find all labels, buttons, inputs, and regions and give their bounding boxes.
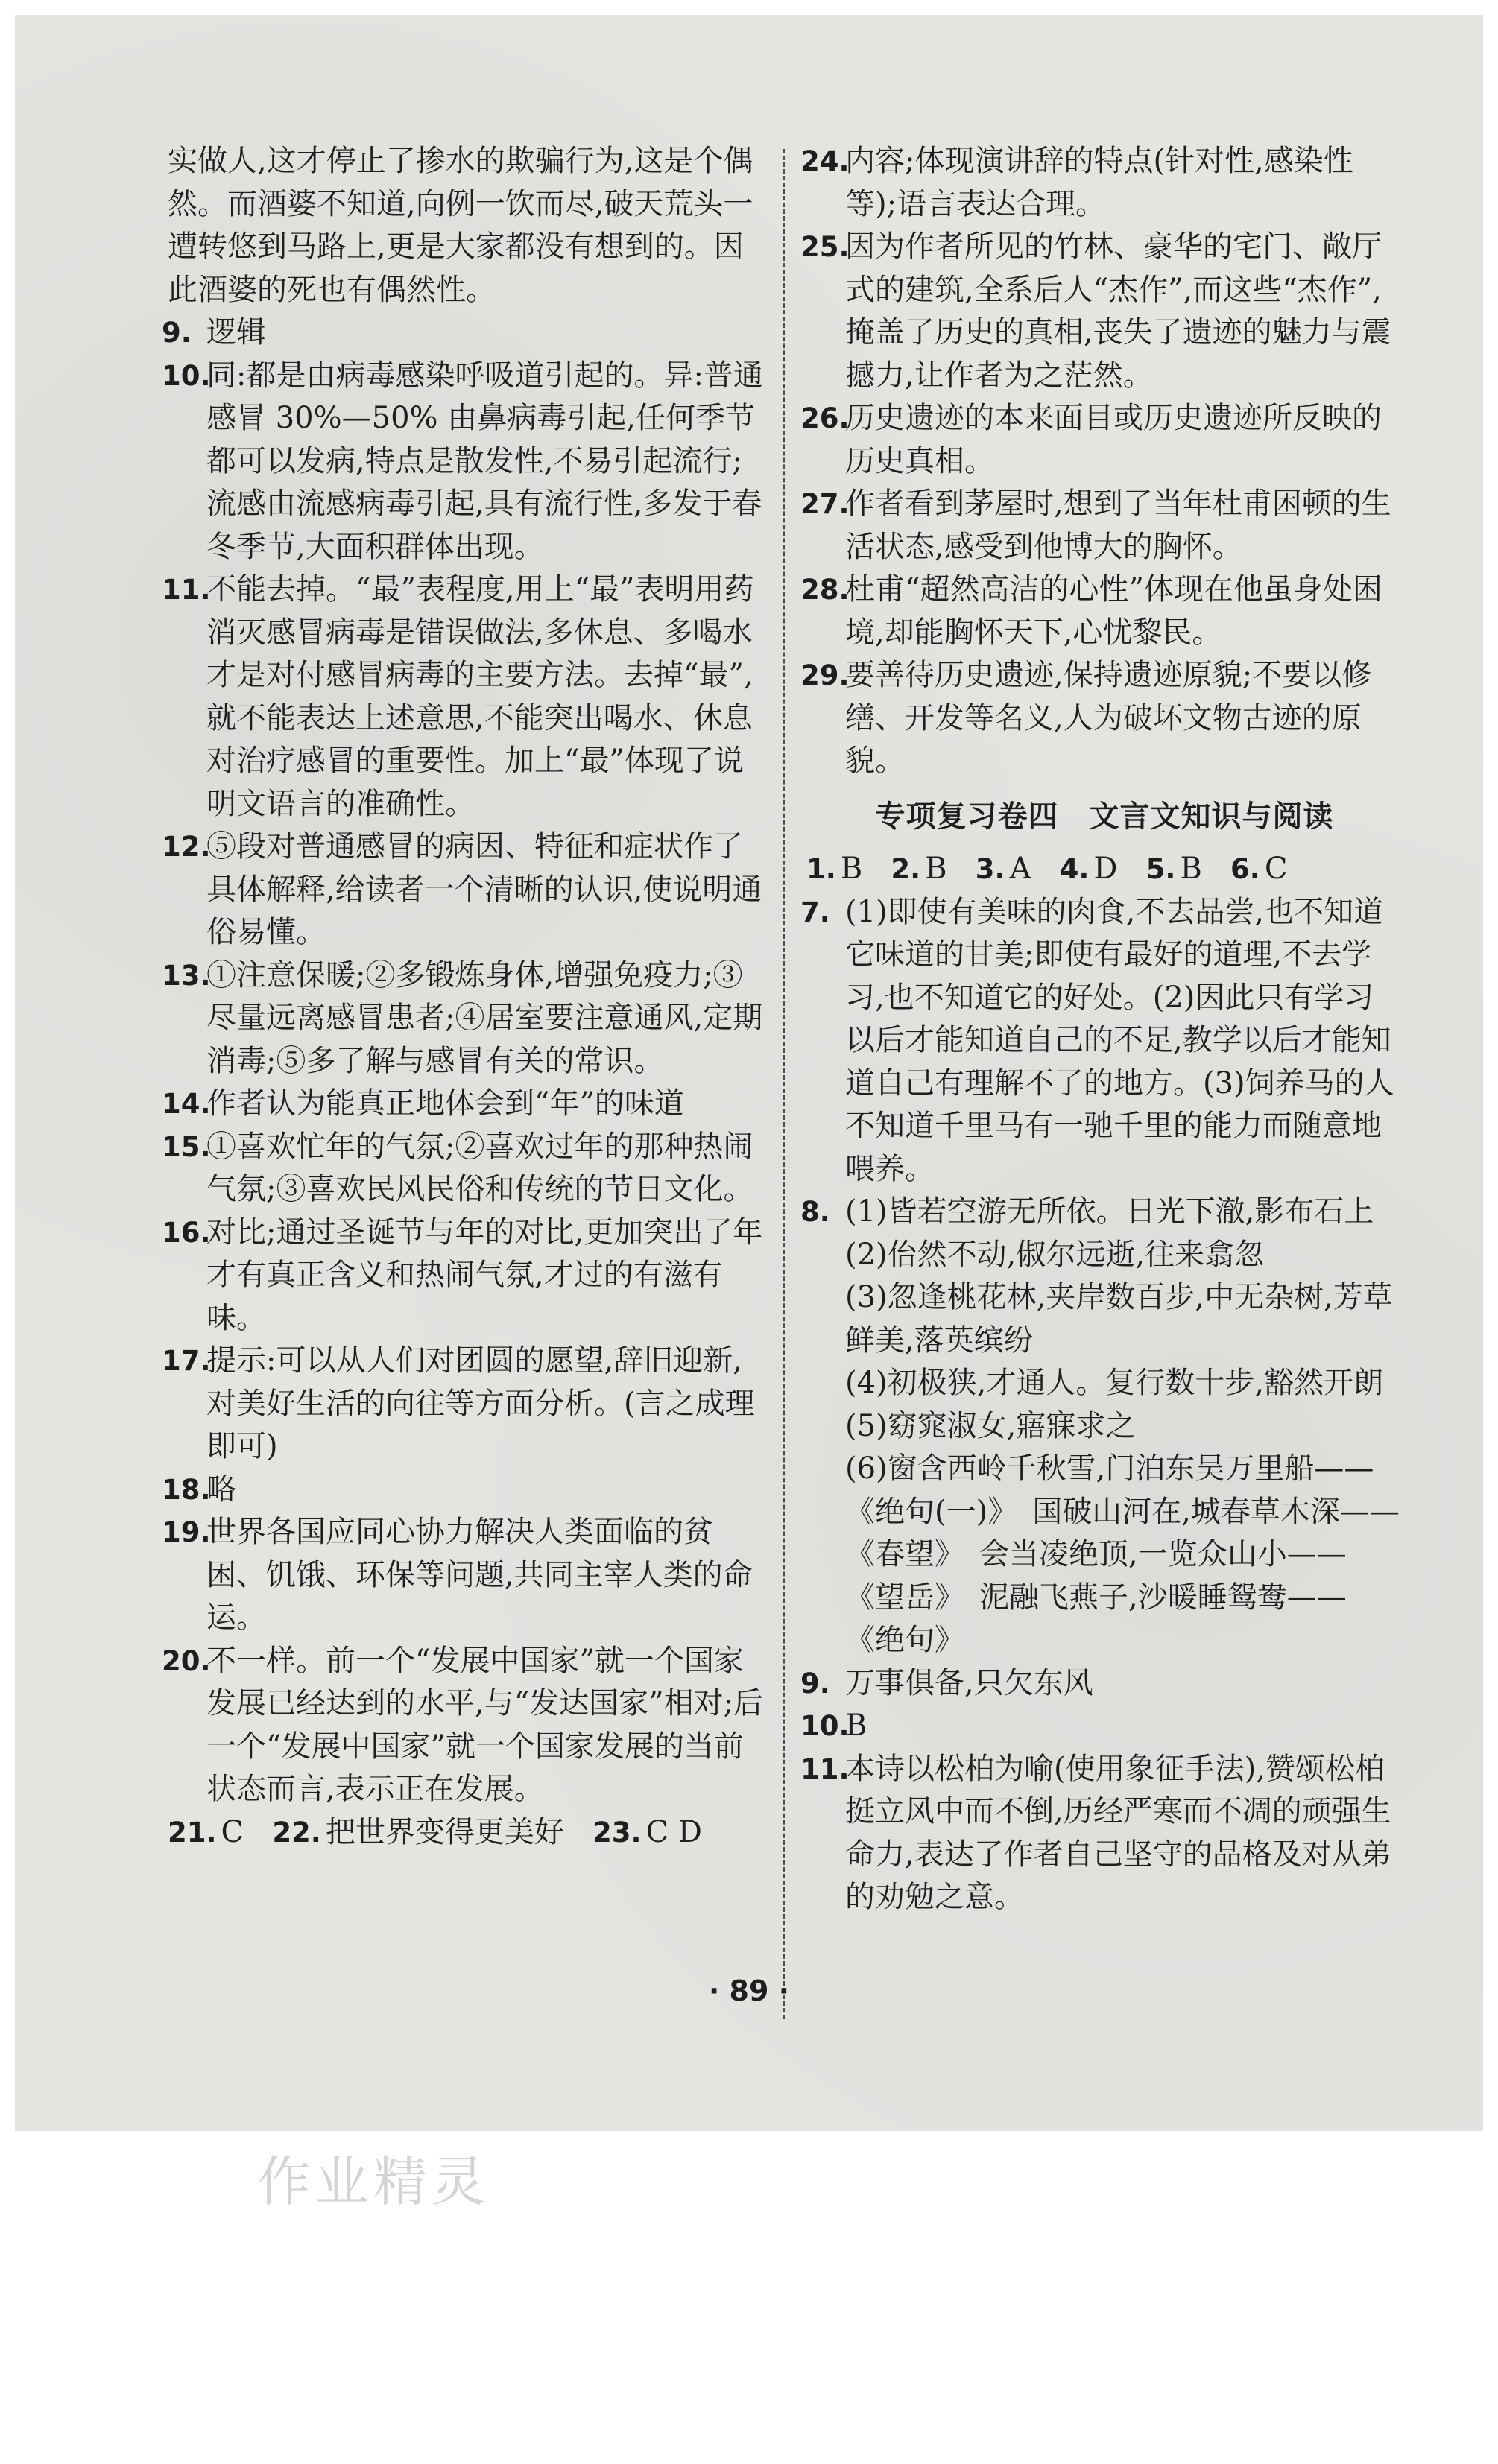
answer-8-part: (2)佁然不动,俶尔远逝,往来翕忽 xyxy=(845,1237,1265,1272)
answer-item: 24. 内容;体现演讲辞的特点(针对性,感染性等);语言表达合理。 xyxy=(800,144,1353,221)
answer-8-part: (3)忽逢桃花林,夹岸数百步,中无杂树,芳草鲜美,落英缤纷 xyxy=(845,1280,1393,1358)
answer-item: 12. ⑤段对普通感冒的病因、特征和症状作了具体解释,给读者一个清晰的认识,使说明通俗易懂。 xyxy=(162,829,762,949)
watermark: 作业精灵 xyxy=(257,2150,490,2213)
answer-8-part: (1)皆若空游无所依。日光下澈,影布石上 xyxy=(845,1194,1374,1229)
answer-8-part: (5)窈窕淑女,寤寐求之 xyxy=(845,1408,1136,1443)
right-answer-list xyxy=(800,140,1403,783)
answer-item: 9. 逻辑 xyxy=(162,315,266,349)
answer-8-part: (4)初极狭,才通人。复行数十步,豁然开朗 xyxy=(845,1366,1384,1400)
answer-item: 16. 对比;通过圣诞节与年的对比,更加突出了年才有真正含义和热闹气氛,才过的有滋有味。 xyxy=(162,1214,763,1335)
answer-item: 19. 世界各国应同心协力解决人类面临的贫困、饥饿、环保等问题,共同主宰人类的命运。 xyxy=(162,1515,753,1635)
continuation-paragraph: 实做人,这才停止了掺水的欺骗行为,这是个偶然。而酒婆不知道,向例一饮而尽,破天荒头一遭转悠到马路上,更是大家都没有想到的。因此酒婆的死也有偶然性。 xyxy=(168,144,753,307)
answer-item: 13. ①注意保暖;②多锻炼身体,增强免疫力;③尽量远离感冒患者;④居室要注意通风,定期消毒;⑤多了解与感冒有关的常识。 xyxy=(162,957,763,1078)
page-number: · 89 · xyxy=(708,1974,790,2007)
answers-21-23: 21. C 22. 把世界变得更美好 23. C D xyxy=(168,1814,702,1849)
answer-item: 20. 不一样。前一个“发展中国家”就一个国家发展已经达到的水平,与“发达国家”相对;后一个“发展中国家”就一个国家发展的当前状态而言,表示正在发展。 xyxy=(162,1643,764,1806)
answer-item: 14. 作者认为能真正地体会到“年”的味道 xyxy=(162,1086,684,1121)
answer-8-part: (6)窗含西岭千秋雪,门泊东吴万里船——《绝句(一)》 国破山河在,城春草木深——《春望》 会当凌绝顶,一览众山小——《望岳》 泥融飞燕子,沙暖睡鸳鸯——《绝句》 xyxy=(845,1451,1400,1657)
answer-item: 15. ①喜欢忙年的气氛;②喜欢过年的那种热闹气氛;③喜欢民风民俗和传统的节日文化。 xyxy=(162,1129,753,1206)
answer-item: 29. 要善待历史遗迹,保持遗迹原貌;不要以修缮、开发等名义,人为破坏文物古迹的原貌。 xyxy=(800,658,1372,778)
answer-item: 11. 不能去掉。“最”表程度,用上“最”表明用药消灭感冒病毒是错误做法,多休息、多喝水才是对付感冒病毒的主要方法。去掉“最”,就不能表达上述意思,不能突出喝水、休息对治疗感冒的重要性。加上“最”体现了说明文语言的准确性。 xyxy=(162,572,754,821)
left-answer-list xyxy=(162,311,768,1811)
answer-item-8: 8. (1)皆若空游无所依。日光下澈,影布石上 (2)佁然不动,俶尔远逝,往来翕忽 (3)忽逢桃花林,夹岸数百步,中无杂树,芳草鲜美,落英缤纷 (4)初极狭,才通人。复行数十步,豁然开朗 (5)窈窕淑女,寤寐求之 (6)窗含西岭千秋雪,门泊东吴万里船——《绝句(一)》 国破山河在,城春草木深——《春望》 会当凌绝顶,一览众山小——《望岳》 泥融飞燕子,沙暖睡鸳鸯——《绝句》 xyxy=(806,1191,1403,1662)
left-column xyxy=(162,140,768,1854)
answer-item: 7. (1)即使有美味的肉食,不去品尝,也不知道它味道的甘美;即使有最好的道理,不去学习,也不知道它的好处。(2)因此只有学习以后才能知道自己的不足,教学以后才能知道自己有理解不了的地方。(3)饲养马的人不知道千里马有一驰千里的能力而随意地喂养。 xyxy=(800,894,1394,1186)
scanned-page xyxy=(15,15,1483,2131)
answer-item: 9. 万事俱备,只欠东风 xyxy=(800,1665,1093,1700)
answer-item: 17. 提示:可以从人们对团圆的愿望,辞旧迎新,对美好生活的向往等方面分析。(言之成理即可) xyxy=(162,1343,755,1463)
answers-1-6: 1. B 2. B 3. A 4. D 5. B 6. C xyxy=(806,852,1288,886)
answer-item: 28. 杜甫“超然高洁的心性”体现在他虽身处困境,却能胸怀天下,心忧黎民。 xyxy=(800,572,1382,650)
section-title: 专项复习卷四 文言文知识与阅读 xyxy=(875,798,1334,834)
answer-item: 18. 略 xyxy=(162,1472,236,1507)
answer-item: 10. 同:都是由病毒感染呼吸道引起的。异:普通感冒 30%—50% 由鼻病毒引起,任何季节都可以发病,特点是散发性,不易引起流行;流感由流感病毒引起,具有流行性,多发于春冬季节,大面积群体出现。 xyxy=(162,358,763,564)
answer-item: 26. 历史遗迹的本来面目或历史遗迹所反映的历史真相。 xyxy=(800,401,1382,478)
answer-item: 25. 因为作者所见的竹林、豪华的宅门、敞厅式的建筑,全系后人“杰作”,而这些“杰作”,掩盖了历史的真相,丧失了遗迹的魅力与震撼力,让作者为之茫然。 xyxy=(800,229,1391,393)
answer-item: 27. 作者看到茅屋时,想到了当年杜甫困顿的生活状态,感受到他博大的胸怀。 xyxy=(800,487,1391,564)
column-divider xyxy=(783,149,785,2019)
answer-item: 11. 本诗以松柏为喻(使用象征手法),赞颂松柏挺立风中而不倒,历经严寒而不凋的顽强生命力,表达了作者自己坚守的品格及对从弟的劝勉之意。 xyxy=(800,1751,1391,1914)
answer-item: 10. B xyxy=(800,1708,867,1743)
right-column xyxy=(800,140,1403,1919)
